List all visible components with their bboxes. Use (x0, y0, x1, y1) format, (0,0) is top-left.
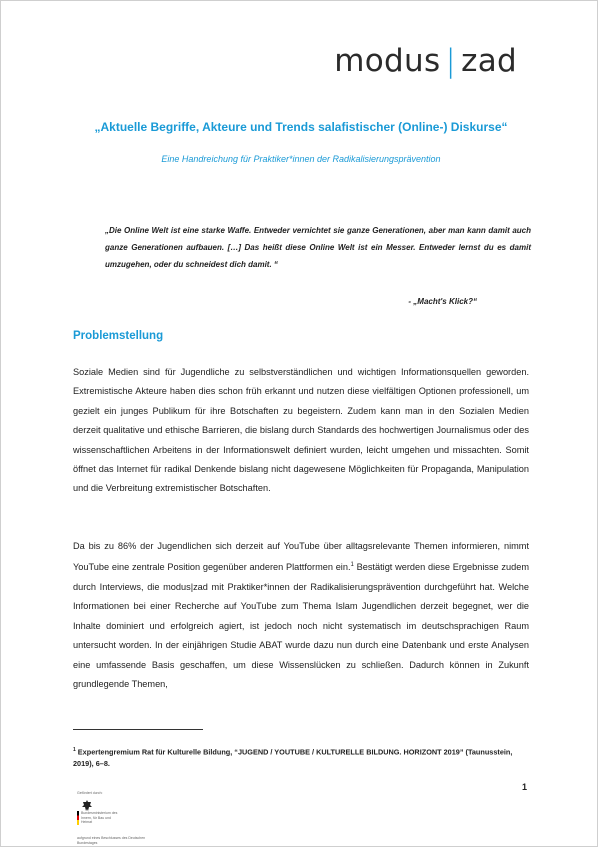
funder-caption: Gefördert durch: (77, 791, 103, 795)
footnote-number: 1 (73, 747, 76, 753)
section-heading: Problemstellung (73, 330, 164, 342)
paragraph-2-part-a: Da bis zu 86% der Jugendlichen sich derzeit auf YouTube über alltagsrelevante Themen informieren, nimmt YouTube eine zentrale Position gegenüber anderen Plattformen ein. (73, 541, 529, 573)
footnote (73, 744, 529, 770)
footnote-reference[interactable]: 1 (350, 562, 354, 569)
modus-zad-logo (334, 43, 517, 79)
logo-separator: | (445, 43, 457, 79)
logo-word-modus: modus (334, 43, 441, 79)
footnote-divider (73, 729, 203, 730)
page-number: 1 (522, 782, 528, 792)
epigraph-source: - „Macht's Klick?“ (408, 297, 477, 306)
paragraph-2 (73, 537, 529, 694)
document-subtitle: Eine Handreichung für Praktiker*innen der Radikalisierungsprävention (161, 154, 441, 164)
ministry-name: Bundesministerium des Innern, für Bau und Heimat (81, 811, 118, 824)
logo-word-zad: zad (461, 43, 517, 79)
paragraph-2-part-b: Bestätigt werden diese Ergebnisse zudem durch Interviews, die modus|zad mit Praktiker*innen der Radikalisierungsprävention durchgeführt hat. Welche Informationen bei einer Recherche auf YouTube zum Thema Islam Jugendlichen derzeit begegnet, wer die Inhalte dominiert und erfolgreich agiert, ist jedoch noch nicht systematisch im deutschsprachigen Raum untersucht worden. In der einjährigen Studie ABAT wurde dazu nun durch eine Datenbank und erste Analysen eine umfassende Basis geschaffen, um diese Wissenslücken zu schließen. Dadurch können in Zukunft grundlegende Themen, (73, 562, 529, 689)
footnote-text: Expertengremium Rat für Kulturelle Bildung, “JUGEND / YOUTUBE / KULTURELLE BILDUNG. HORIZONT 2019” (Taunusstein, 2019), 6–8. (73, 747, 513, 769)
epigraph-quote: „Die Online Welt ist eine starke Waffe. Entweder vernichtet sie ganze Generationen, aber man kann damit auch ganze Generationen aufbauen. […] Das heißt diese Online Welt ist ein Messer. Entweder lernst du es damit umzugehen, oder du schneidest dich damit. “ (105, 226, 531, 269)
german-flag-icon (77, 811, 79, 825)
funder-note: aufgrund eines Beschlusses des Deutschen Bundestages (77, 836, 146, 845)
document-title: „Aktuelle Begriffe, Akteure und Trends salafistischer (Online-) Diskurse“ (94, 120, 508, 134)
paragraph-1: Soziale Medien sind für Jugendliche zu selbstverständlichen und wichtigen Informationsquellen geworden. Extremistische Akteure haben dies schon früh erkannt und nutzen diese vielfältigen Optionen professionell, um gezielt ein junges Publikum für ihre Botschaften zu begeistern. Zudem kann man in den Sozialen Medien derzeit qualitative und ethische Barrieren, die bislang durch Standards des hochwertigen Journalismus oder des wissenschaftlichen Arbeitens in der Informationswelt definiert wurden, leicht umgehen und missachten. Somit öffnet das Internet für radikal Denkende bislang nicht dagewesene Möglichkeiten für Propaganda, Manipulation und die Verbreitung extremistischer Botschaften. (73, 367, 529, 494)
